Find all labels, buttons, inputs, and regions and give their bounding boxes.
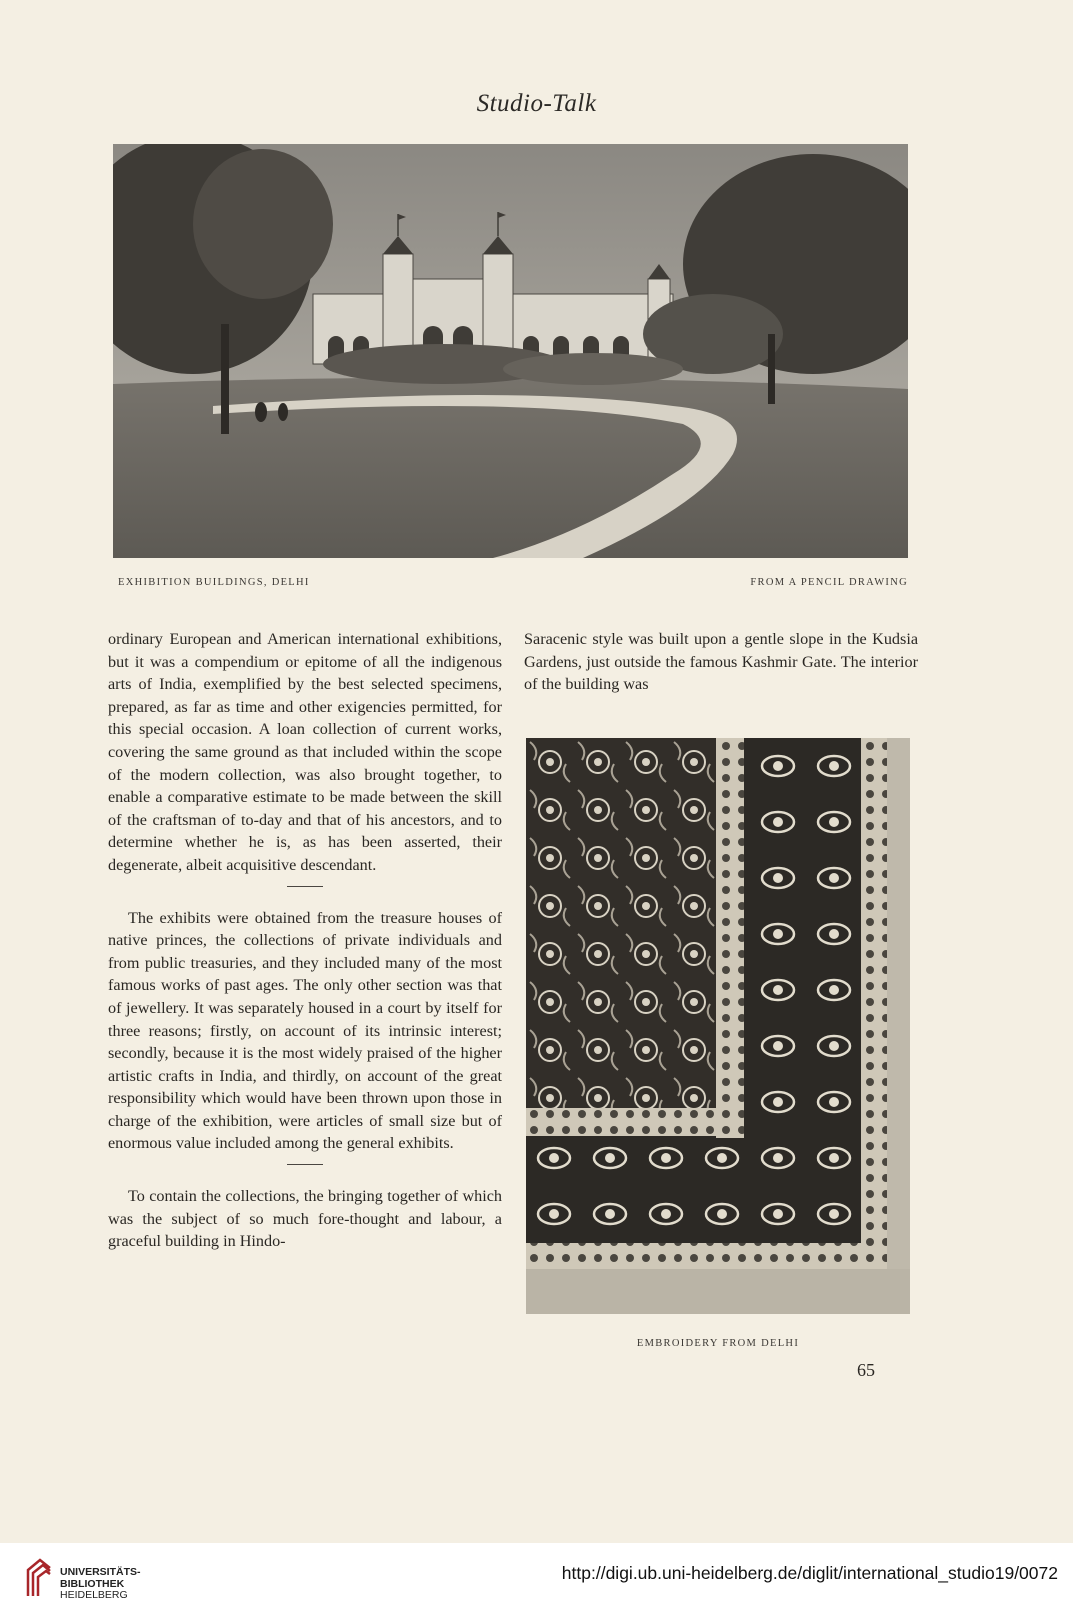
library-logo-icon[interactable]	[24, 1556, 54, 1605]
exhibition-buildings-drawing	[113, 144, 908, 558]
section-rule	[287, 1164, 323, 1165]
running-title: Studio-Talk	[476, 90, 597, 117]
library-name: UNIVERSITÄTS- BIBLIOTHEK HEIDELBERG	[60, 1566, 141, 1601]
drawing-caption-medium: FROM A PENCIL DRAWING	[750, 577, 908, 588]
drawing-caption	[118, 577, 908, 591]
paragraph: ordinary European and American international exhibitions, but it was a compendium or epitome of all the indigenous arts of India, exemplified by the best selected specimens, prepared, as far as time and other exigencies permitted, for this special occasion. A loan collection of current works, covering the same ground as that included within the scope of the modern collection, was also brought together, to enable a comparative estimate to be made between the skill of the craftsman of to-day and that of his ancestors, and to determine whether he is, as has been asserted, their degenerate, albeit acquisitive descendant.	[108, 630, 502, 874]
section-rule	[287, 886, 323, 887]
paragraph: The exhibits were obtained from the treasure houses of native princes, the collections of private individuals and from public treasuries, and they included many of the most famous works of past ages. The only other section was that of jewellery. It was separately housed in a court by itself for three reasons; firstly, on account of its intrinsic interest; secondly, because it is the most widely praised of the higher artistic crafts in India, and thirdly, on account of the great responsibility which would have been thrown upon those in charge of the exhibition, were articles of small size but of enormous value included among the general exhibits.	[108, 908, 502, 1153]
paragraph: To contain the collections, the bringing together of which was the subject of so much fore-thought and labour, a graceful building in Hindo-	[108, 1187, 502, 1251]
embroidery-photograph	[526, 738, 910, 1314]
source-url-link[interactable]: http://digi.ub.uni-heidelberg.de/diglit/international_studio19/0072	[561, 1563, 1058, 1583]
text-column-right	[524, 628, 918, 696]
page-number: 65	[857, 1360, 875, 1380]
drawing-caption-title: EXHIBITION BUILDINGS, DELHI	[118, 577, 310, 588]
text-column-left	[108, 628, 502, 1253]
embroidery-caption: EMBROIDERY FROM DELHI	[636, 1338, 800, 1349]
paragraph: Saracenic style was built upon a gentle slope in the Kudsia Gardens, just outside the famous Kashmir Gate. The interior of the building was	[524, 630, 918, 694]
